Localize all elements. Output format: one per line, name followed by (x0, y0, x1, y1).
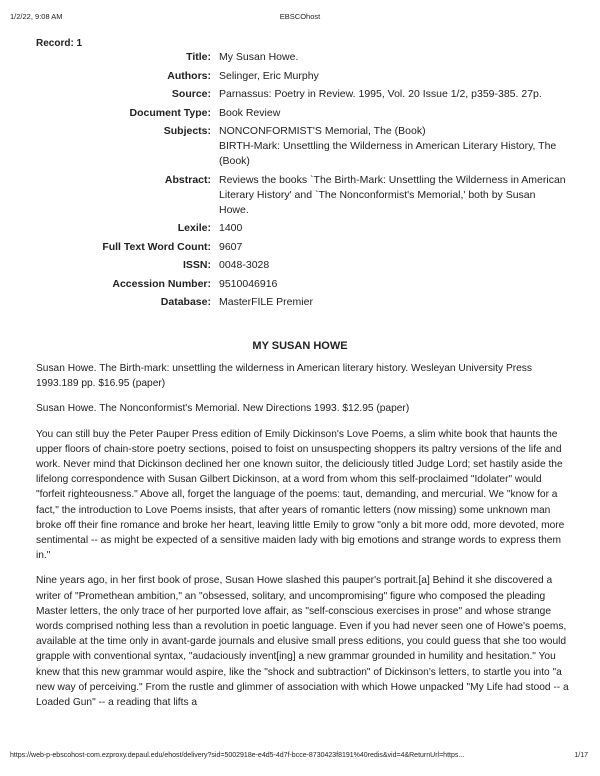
field-value: 9607 (219, 240, 243, 253)
article-paragraph: Susan Howe. The Birth-mark: unsettling the wilderness in American literary history. Wesleyan University Press 1993.189 pp. $16.95 (paper) (36, 363, 532, 390)
field-database (36, 295, 566, 310)
field-label: Subjects: (163, 125, 211, 137)
page-number: 1/17 (574, 752, 588, 759)
print-datetime: 1/2/22, 9:08 AM (10, 12, 63, 21)
article-paragraph: You can still buy the Peter Pauper Press edition of Emily Dickinson's Love Poems, a slim white book that haunts the upper floors of chain-store poetry sections, poised to foist on unsuspecting shoppers its paltry versions of the life and work. Never mind that Dickinson declined her one known suitor, the deliciously titled Judge Lord; set hastily aside the lifelong correspondence with Susan Gilbert Dickinson, at a word from whom this self-proclaimed "Idolater" would "forfeit righteousness." Above all, forget the language of the poems: taut, demanding, and mercurial. We "know for a fact," the introduction to Love Poems insists, that after years of romantic letters (now missing) some unknown man broke off their fine romance and broke her heart, leaving little Emily to grow "only a bit more odd, more devoted, more sentimental -- as might be expected of a sensitive maiden lady with big emotions and strange words to express them in." (36, 428, 565, 562)
field-label: Document Type: (129, 106, 211, 119)
field-issn (36, 258, 566, 273)
field-value: Reviews the books `The Birth-Mark: Unsettling the Wilderness in American Literary History' and `The Nonconformist's Memorial,' both by Susan Howe. (219, 173, 566, 216)
field-label: Source: (171, 88, 211, 100)
field-word-count (36, 240, 566, 255)
field-label: Database: (160, 296, 211, 308)
field-source (36, 87, 566, 102)
article-body (36, 361, 571, 720)
field-label: Full Text Word Count: (102, 240, 211, 253)
field-value: MasterFILE Premier (219, 296, 313, 308)
article-paragraph: Nine years ago, in her first book of prose, Susan Howe slashed this pauper's portrait.[a] Behind it she discovered a writer of "Promethean ambition," an "obsessed, solitary, and uncompromising" figure who composed the pleading Master letters, the only trace of her purported love affair, as "self-conscious exercises in prose" and whose strange words comprised nothing less than a revolution in poetic language. Even if you had never seen one of Howe's poems, available at the time only in avant-garde journals and elusive small press editions, you could guess that she too would grapple with conventional syntax, "audaciously invent[ing] a new grammar grounded in humility and hesitation." You knew that this new grammar would aspire, like the "shock and subtraction" of Dickinson's letters, to startle you into "a new way of perceiving." From the rustle and glimmer of association with which Howe unpacked "My Life had stood -- a Loaded Gun" -- a reading that lifts a (36, 575, 569, 709)
field-authors (36, 69, 566, 84)
field-value: My Susan Howe. (219, 51, 299, 63)
citation-fields (36, 50, 566, 314)
field-value: 9510046916 (219, 277, 278, 290)
field-abstract (36, 173, 566, 218)
field-value: NONCONFORMIST'S Memorial, The (Book) (219, 125, 426, 137)
field-value: Selinger, Eric Murphy (219, 69, 319, 82)
field-accession-number (36, 277, 566, 292)
field-label: Title: (186, 51, 211, 63)
field-subjects (36, 124, 566, 169)
field-label: ISSN: (182, 259, 211, 271)
field-lexile (36, 221, 566, 236)
footer-url: https://web-p-ebscohost-com.ezproxy.depaul.edu/ehost/delivery?sid=5002918e-e4d5-4d7f-bcce-8730423f8191%40redis&vid=4&ReturnUrl=https... (10, 752, 465, 759)
field-value: 1400 (219, 222, 243, 234)
article-paragraph: Susan Howe. The Nonconformist's Memorial. New Directions 1993. $12.95 (paper) (36, 403, 410, 415)
record-number: Record: 1 (36, 38, 83, 49)
field-label: Abstract: (164, 173, 211, 186)
field-value: Parnassus: Poetry in Review. 1995, Vol. 20 Issue 1/2, p359-385. 27p. (219, 88, 542, 100)
field-title (36, 50, 566, 65)
field-document-type (36, 106, 566, 121)
field-value: BIRTH-Mark: Unsettling the Wilderness in American Literary History, The (Book) (219, 140, 557, 167)
field-label: Lexile: (177, 222, 211, 234)
field-value: Book Review (219, 106, 281, 119)
site-name: EBSCOhost (279, 12, 321, 21)
article-title: MY SUSAN HOWE (252, 340, 348, 352)
field-value: 0048-3028 (219, 259, 270, 271)
field-label: Accession Number: (112, 277, 211, 290)
field-label: Authors: (167, 69, 211, 82)
